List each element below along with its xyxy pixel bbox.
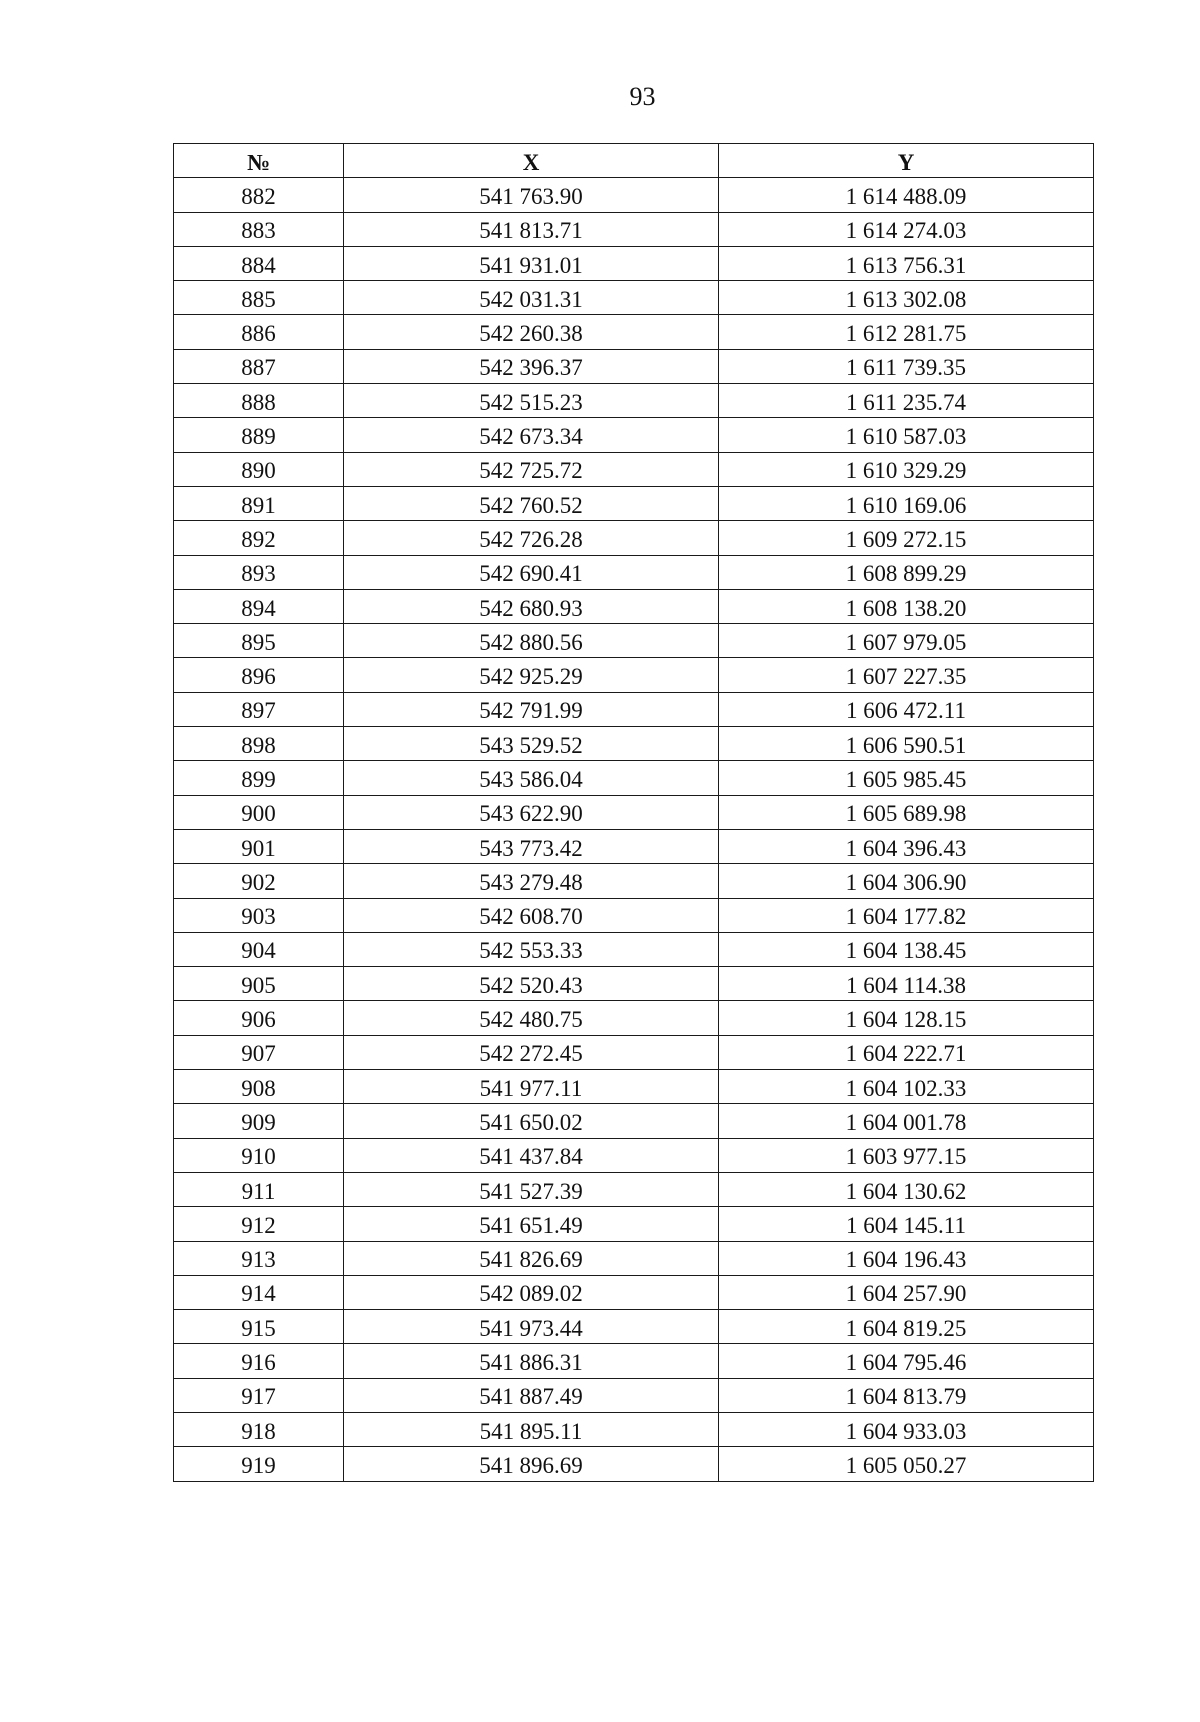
- cell-y: 1 607 227.35: [719, 658, 1094, 692]
- table-row: [174, 178, 1094, 212]
- cell-y: 1 603 977.15: [719, 1138, 1094, 1172]
- cell-number: 915: [174, 1310, 344, 1344]
- cell-number: 894: [174, 589, 344, 623]
- cell-number: 907: [174, 1035, 344, 1069]
- cell-x: 541 973.44: [344, 1310, 719, 1344]
- cell-y: 1 604 102.33: [719, 1070, 1094, 1104]
- table-row: [174, 1344, 1094, 1378]
- cell-x: 542 553.33: [344, 932, 719, 966]
- cell-y: 1 604 222.71: [719, 1035, 1094, 1069]
- cell-y: 1 610 587.03: [719, 418, 1094, 452]
- cell-x: 543 529.52: [344, 727, 719, 761]
- cell-y: 1 605 050.27: [719, 1447, 1094, 1481]
- cell-number: 890: [174, 452, 344, 486]
- table-row: [174, 1447, 1094, 1481]
- cell-x: 542 608.70: [344, 898, 719, 932]
- table-row: [174, 1378, 1094, 1412]
- cell-number: 909: [174, 1104, 344, 1138]
- cell-number: 911: [174, 1172, 344, 1206]
- cell-x: 541 895.11: [344, 1412, 719, 1446]
- cell-number: 897: [174, 692, 344, 726]
- table-row: [174, 1207, 1094, 1241]
- table-row: [174, 486, 1094, 520]
- table-row: [174, 281, 1094, 315]
- table-row: [174, 898, 1094, 932]
- cell-x: 541 437.84: [344, 1138, 719, 1172]
- table-header-row: [174, 144, 1094, 178]
- cell-y: 1 605 689.98: [719, 795, 1094, 829]
- cell-number: 888: [174, 384, 344, 418]
- cell-number: 887: [174, 349, 344, 383]
- table-row: [174, 315, 1094, 349]
- cell-number: 902: [174, 864, 344, 898]
- cell-y: 1 611 739.35: [719, 349, 1094, 383]
- cell-y: 1 614 488.09: [719, 178, 1094, 212]
- cell-x: 541 763.90: [344, 178, 719, 212]
- cell-number: 892: [174, 521, 344, 555]
- cell-number: 898: [174, 727, 344, 761]
- cell-y: 1 604 145.11: [719, 1207, 1094, 1241]
- cell-x: 542 690.41: [344, 555, 719, 589]
- cell-y: 1 604 813.79: [719, 1378, 1094, 1412]
- page-number: 93: [629, 82, 656, 111]
- cell-x: 542 520.43: [344, 967, 719, 1001]
- cell-y: 1 609 272.15: [719, 521, 1094, 555]
- table-row: [174, 692, 1094, 726]
- table-row: [174, 452, 1094, 486]
- cell-x: 542 925.29: [344, 658, 719, 692]
- cell-number: 885: [174, 281, 344, 315]
- cell-x: 541 887.49: [344, 1378, 719, 1412]
- cell-y: 1 604 138.45: [719, 932, 1094, 966]
- table-row: [174, 1241, 1094, 1275]
- cell-number: 903: [174, 898, 344, 932]
- table-row: [174, 624, 1094, 658]
- cell-number: 916: [174, 1344, 344, 1378]
- cell-y: 1 605 985.45: [719, 761, 1094, 795]
- cell-x: 541 896.69: [344, 1447, 719, 1481]
- cell-number: 889: [174, 418, 344, 452]
- table-row: [174, 1172, 1094, 1206]
- cell-number: 886: [174, 315, 344, 349]
- table-row: [174, 418, 1094, 452]
- cell-number: 908: [174, 1070, 344, 1104]
- cell-x: 542 791.99: [344, 692, 719, 726]
- cell-x: 542 031.31: [344, 281, 719, 315]
- table-row: [174, 967, 1094, 1001]
- cell-number: 884: [174, 246, 344, 280]
- coordinates-table: [173, 143, 1094, 1482]
- table-row: [174, 1035, 1094, 1069]
- cell-number: 896: [174, 658, 344, 692]
- cell-number: 899: [174, 761, 344, 795]
- cell-y: 1 610 329.29: [719, 452, 1094, 486]
- cell-y: 1 614 274.03: [719, 212, 1094, 246]
- cell-x: 541 977.11: [344, 1070, 719, 1104]
- table-row: [174, 1070, 1094, 1104]
- cell-number: 901: [174, 829, 344, 863]
- cell-number: 882: [174, 178, 344, 212]
- cell-y: 1 607 979.05: [719, 624, 1094, 658]
- table-row: [174, 932, 1094, 966]
- cell-x: 542 726.28: [344, 521, 719, 555]
- table-row: [174, 349, 1094, 383]
- cell-x: 541 650.02: [344, 1104, 719, 1138]
- cell-number: 900: [174, 795, 344, 829]
- cell-x: 542 396.37: [344, 349, 719, 383]
- cell-y: 1 604 196.43: [719, 1241, 1094, 1275]
- cell-number: 904: [174, 932, 344, 966]
- table-row: [174, 521, 1094, 555]
- cell-y: 1 613 302.08: [719, 281, 1094, 315]
- cell-number: 906: [174, 1001, 344, 1035]
- table-row: [174, 1412, 1094, 1446]
- column-header-number: №: [174, 144, 344, 178]
- cell-x: 542 680.93: [344, 589, 719, 623]
- table-row: [174, 589, 1094, 623]
- cell-y: 1 608 138.20: [719, 589, 1094, 623]
- cell-x: 541 813.71: [344, 212, 719, 246]
- table-row: [174, 1310, 1094, 1344]
- cell-x: 541 826.69: [344, 1241, 719, 1275]
- cell-number: 893: [174, 555, 344, 589]
- cell-x: 543 586.04: [344, 761, 719, 795]
- cell-y: 1 606 472.11: [719, 692, 1094, 726]
- cell-number: 919: [174, 1447, 344, 1481]
- table-body: [174, 178, 1094, 1481]
- cell-y: 1 612 281.75: [719, 315, 1094, 349]
- table-row: [174, 658, 1094, 692]
- cell-number: 905: [174, 967, 344, 1001]
- cell-x: 542 880.56: [344, 624, 719, 658]
- table-row: [174, 212, 1094, 246]
- cell-y: 1 613 756.31: [719, 246, 1094, 280]
- cell-y: 1 604 795.46: [719, 1344, 1094, 1378]
- cell-y: 1 611 235.74: [719, 384, 1094, 418]
- cell-x: 542 725.72: [344, 452, 719, 486]
- cell-x: 542 515.23: [344, 384, 719, 418]
- cell-y: 1 604 819.25: [719, 1310, 1094, 1344]
- cell-y: 1 604 257.90: [719, 1275, 1094, 1309]
- cell-number: 910: [174, 1138, 344, 1172]
- table-row: [174, 246, 1094, 280]
- cell-x: 541 651.49: [344, 1207, 719, 1241]
- cell-x: 541 886.31: [344, 1344, 719, 1378]
- cell-number: 913: [174, 1241, 344, 1275]
- cell-x: 542 272.45: [344, 1035, 719, 1069]
- cell-x: 541 931.01: [344, 246, 719, 280]
- cell-x: 542 480.75: [344, 1001, 719, 1035]
- cell-y: 1 604 933.03: [719, 1412, 1094, 1446]
- table-row: [174, 795, 1094, 829]
- cell-number: 883: [174, 212, 344, 246]
- cell-y: 1 604 130.62: [719, 1172, 1094, 1206]
- cell-x: 543 773.42: [344, 829, 719, 863]
- cell-number: 912: [174, 1207, 344, 1241]
- cell-y: 1 604 114.38: [719, 967, 1094, 1001]
- table-row: [174, 1138, 1094, 1172]
- cell-number: 891: [174, 486, 344, 520]
- table-row: [174, 1275, 1094, 1309]
- table-row: [174, 761, 1094, 795]
- cell-y: 1 610 169.06: [719, 486, 1094, 520]
- table-row: [174, 1001, 1094, 1035]
- cell-y: 1 604 001.78: [719, 1104, 1094, 1138]
- cell-y: 1 604 177.82: [719, 898, 1094, 932]
- cell-x: 542 760.52: [344, 486, 719, 520]
- table-row: [174, 384, 1094, 418]
- cell-y: 1 608 899.29: [719, 555, 1094, 589]
- table-row: [174, 1104, 1094, 1138]
- cell-y: 1 606 590.51: [719, 727, 1094, 761]
- cell-x: 542 089.02: [344, 1275, 719, 1309]
- cell-number: 914: [174, 1275, 344, 1309]
- table-row: [174, 555, 1094, 589]
- cell-x: 543 279.48: [344, 864, 719, 898]
- cell-x: 542 260.38: [344, 315, 719, 349]
- cell-x: 542 673.34: [344, 418, 719, 452]
- cell-y: 1 604 306.90: [719, 864, 1094, 898]
- cell-y: 1 604 128.15: [719, 1001, 1094, 1035]
- table-row: [174, 727, 1094, 761]
- cell-number: 917: [174, 1378, 344, 1412]
- table-row: [174, 864, 1094, 898]
- cell-number: 895: [174, 624, 344, 658]
- cell-x: 541 527.39: [344, 1172, 719, 1206]
- column-header-x: X: [344, 144, 719, 178]
- cell-number: 918: [174, 1412, 344, 1446]
- cell-x: 543 622.90: [344, 795, 719, 829]
- column-header-y: Y: [719, 144, 1094, 178]
- cell-y: 1 604 396.43: [719, 829, 1094, 863]
- table-row: [174, 829, 1094, 863]
